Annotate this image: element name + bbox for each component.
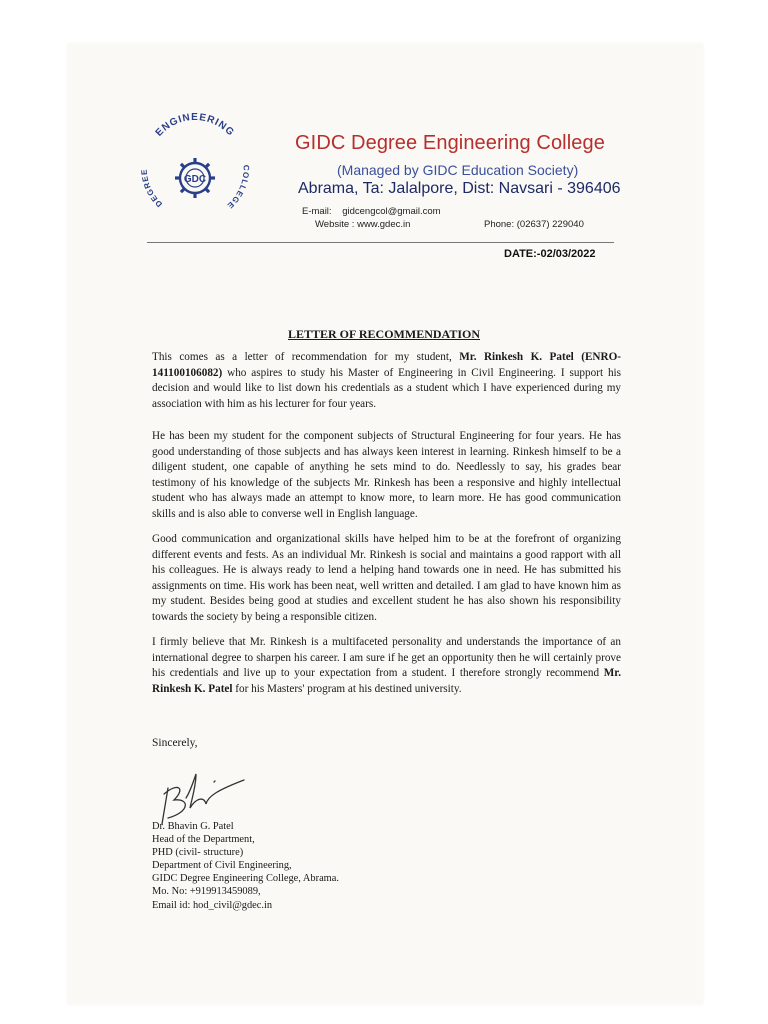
paragraph-1-intro: This comes as a letter of recommendation for my student, xyxy=(152,351,460,363)
paragraph-2: He has been my student for the component subjects of Structural Engineering for four years. He has good understanding of those subjects and has always keen interest in learning. Rinkesh himself to be a diligent student, one capable of anything he sets mind to do. Needlessly to say, his grades bear testimony of his knowledge of the subjects Mr. Rinkesh has been a responsive and highly intellectual student who has always made an attempt to know more, to learn more. He has good communication skills and is also able to converse well in English language. xyxy=(152,430,621,520)
signatory-institution: GIDC Degree Engineering College, Abrama. xyxy=(152,873,339,885)
signatory-qualification: PHD (civil- structure) xyxy=(152,847,244,859)
student-name: Mr. Rinkesh K. Patel xyxy=(152,667,621,695)
seal-text-right: COLLEGE xyxy=(224,164,251,211)
college-name: GIDC Degree Engineering College xyxy=(295,132,605,154)
paragraph-4 xyxy=(152,635,621,697)
svg-text:ENGINEERING xyxy=(154,112,237,139)
signatory-block xyxy=(152,820,339,912)
paragraph-3: Good communication and organizational skills have helped him to be at the forefront of organizing different events and fests. As an individual Mr. Rinkesh is social and maintains a good rapport with all his colleagues. He is always ready to lend a helping hand towards one in need. He has submitted his assignments on time. His work has been neat, well written and detailed. I am glad to have known him as my student. Besides being good at studies and excellent student he has also shown his responsibility towards the society by being a responsible citizen. xyxy=(152,533,621,623)
website-line xyxy=(315,219,410,230)
handwritten-signature xyxy=(156,768,252,828)
signatory-department: Department of Civil Engineering, xyxy=(152,860,292,872)
email-line xyxy=(302,206,441,217)
closing-salutation: Sincerely, xyxy=(152,737,198,749)
svg-text:COLLEGE xyxy=(225,165,251,211)
paragraph-4-rest: for his Masters' program at his destined university. xyxy=(232,682,462,695)
seal-center-text: GDC xyxy=(183,174,207,185)
paragraph-1 xyxy=(152,350,621,412)
seal-text-top: ENGINEERING xyxy=(153,112,237,139)
email-value[interactable]: gidcengcol@gmail.com xyxy=(342,206,441,217)
phone-label: Phone: xyxy=(484,219,515,230)
signatory-name: Dr. Bhavin G. Patel xyxy=(152,821,234,832)
signatory-title: Head of the Department, xyxy=(152,834,255,846)
college-address: Abrama, Ta: Jalalpore, Dist: Navsari - 396406 xyxy=(298,180,621,197)
phone-value: (02637) 229040 xyxy=(516,219,584,230)
seal-text-left: DEGREE xyxy=(139,168,165,209)
paragraph-4-intro: I firmly believe that Mr. Rinkesh is a multifaceted personality and understands the importance of an international degree to sharpen his career. I am sure if he get an opportunity then he will certainly prove his credentials and live up to your expectation from a student. I therefore strongly recommend xyxy=(152,636,621,680)
college-seal-logo xyxy=(121,92,269,240)
letter-date: DATE:-02/03/2022 xyxy=(504,248,596,260)
paragraph-1-rest: who aspires to study his Master of Engineering in Civil Engineering. I support his decision and would like to list down his credentials as a student which I have experienced during my association with him as his lecturer for four years. xyxy=(152,366,621,410)
letter-heading: LETTER OF RECOMMENDATION xyxy=(287,327,480,341)
student-name-id: Mr. Rinkesh K. Patel (ENRO-141100106082) xyxy=(152,351,621,379)
email-label: E-mail: xyxy=(302,206,332,217)
phone-line xyxy=(484,219,584,230)
website-value[interactable]: www.gdec.in xyxy=(357,219,411,230)
svg-text:DEGREE xyxy=(140,168,165,208)
signatory-email[interactable]: Email id: hod_civil@gdec.in xyxy=(152,899,273,911)
signatory-mobile: Mo. No: +919913459089, xyxy=(152,886,261,898)
managed-by: (Managed by GIDC Education Society) xyxy=(337,162,579,178)
letterhead-divider xyxy=(147,242,614,243)
website-label: Website : xyxy=(315,219,355,230)
